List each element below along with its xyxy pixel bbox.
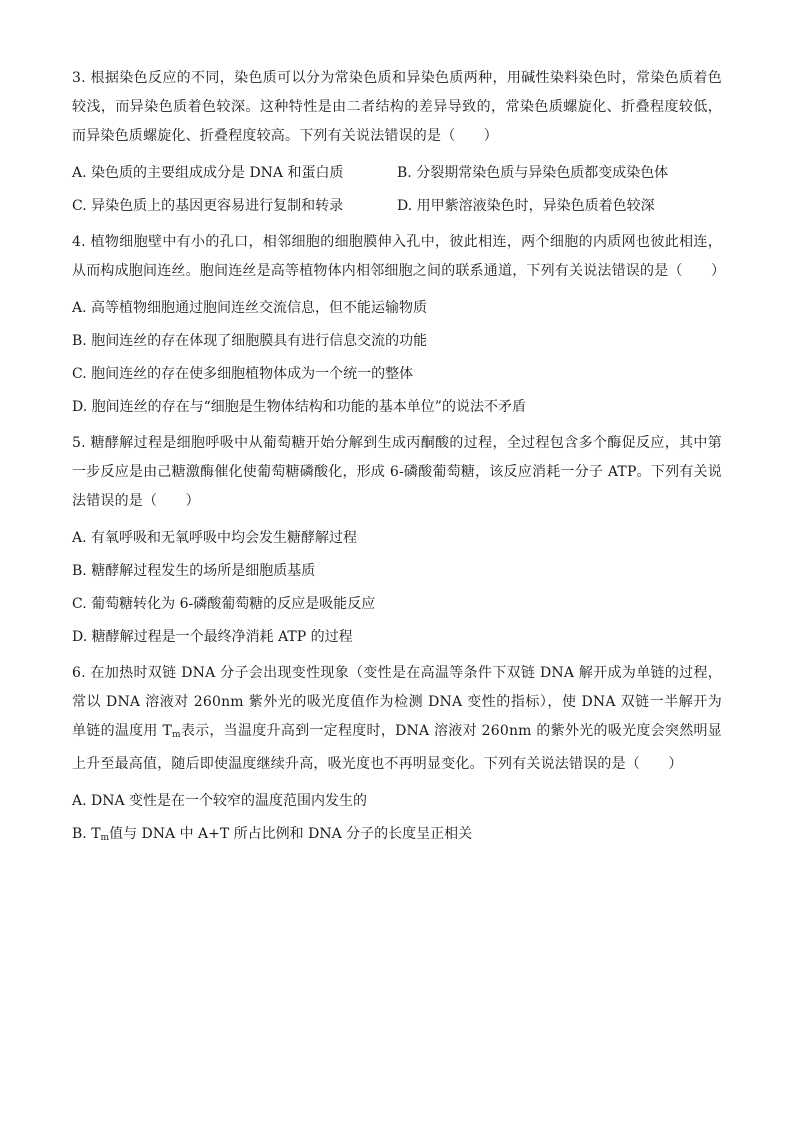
options-row xyxy=(72,195,722,217)
subscript-m: m xyxy=(172,730,181,740)
question-5 xyxy=(72,429,722,648)
option-b: B. 糖酵解过程发生的场所是细胞质基质 xyxy=(72,563,316,579)
option-d: D. 用甲紫溶液染色时，异染色质着色较深 xyxy=(397,198,655,214)
option-b: B. 胞间连丝的存在体现了细胞膜具有进行信息交流的功能 xyxy=(72,333,428,349)
question-stem xyxy=(72,659,722,779)
question-stem: 4. 植物细胞壁中有小的孔口，相邻细胞的细胞膜伸入孔中，彼此相连，两个细胞的内质网也彼此相连，从而构成胞间连丝。胞间连丝是高等植物体内相邻细胞之间的联系通道，下列有关说法错误的是（ ） xyxy=(72,234,726,279)
option-a: A. DNA 变性是在一个较窄的温度范围内发生的 xyxy=(72,793,368,809)
option-c: C. 葡萄糖转化为 6-磷酸葡萄糖的反应是吸能反应 xyxy=(72,596,376,612)
option-a: A. 高等植物细胞通过胞间连丝交流信息，但不能运输物质 xyxy=(72,300,428,316)
option-c: C. 异染色质上的基因更容易进行复制和转录 xyxy=(72,198,344,214)
question-6 xyxy=(72,659,722,849)
option-b-text: 值与 DNA 中 A+T 所占比例和 DNA 分子的长度呈正相关 xyxy=(109,826,473,842)
stem-text: 6. 在加热时双链 DNA 分子会出现变性现象（变性是在高温等条件下双链 DNA 解开成为单链的过程，常以 DNA 溶液对 260nm 紫外光的吸光度值作为检测 DNA 变性的指标），使 DNA 双链一半解开为单链的温度用 T xyxy=(72,665,722,739)
option-b-prefix: B. T xyxy=(72,826,101,842)
question-4 xyxy=(72,228,726,418)
option-d: D. 胞间连丝的存在与“细胞是生物体结构和功能的基本单位”的说法不矛盾 xyxy=(72,399,526,415)
option-b xyxy=(72,823,722,849)
exam-page xyxy=(72,64,726,849)
option-a: A. 染色质的主要组成成分是 DNA 和蛋白质 xyxy=(72,165,344,181)
stem-text: 表示，当温度升高到一定程度时，DNA 溶液对 260nm 的紫外光的吸光度会突然明显上升至最高值，随后即使温度继续升高，吸光度也不再明显变化。下列有关说法错误的是（ ） xyxy=(72,723,722,772)
option-d: D. 糖酵解过程是一个最终净消耗 ATP 的过程 xyxy=(72,629,353,645)
option-b: B. 分裂期常染色质与异染色质都变成染色体 xyxy=(397,165,669,181)
options-row xyxy=(72,162,722,184)
question-stem: 5. 糖酵解过程是细胞呼吸中从葡萄糖开始分解到生成丙酮酸的过程，全过程包含多个酶促反应，其中第一步反应是由己糖激酶催化使葡萄糖磷酸化，形成 6-磷酸葡萄糖，该反应消耗一分子 ATP。下列有关说法错误的是（ ） xyxy=(72,435,722,509)
option-a: A. 有氧呼吸和无氧呼吸中均会发生糖酵解过程 xyxy=(72,530,358,546)
question-3 xyxy=(72,64,722,217)
option-c: C. 胞间连丝的存在使多细胞植物体成为一个统一的整体 xyxy=(72,366,414,382)
subscript-m: m xyxy=(100,833,110,843)
question-stem: 3. 根据染色反应的不同，染色质可以分为常染色质和异染色质两种，用碱性染料染色时，常染色质着色较浅，而异染色质着色较深。这种特性是由二者结构的差异导致的，常染色质螺旋化、折叠程度较低，而异染色质螺旋化、折叠程度较高。下列有关说法错误的是（ ） xyxy=(72,70,722,144)
